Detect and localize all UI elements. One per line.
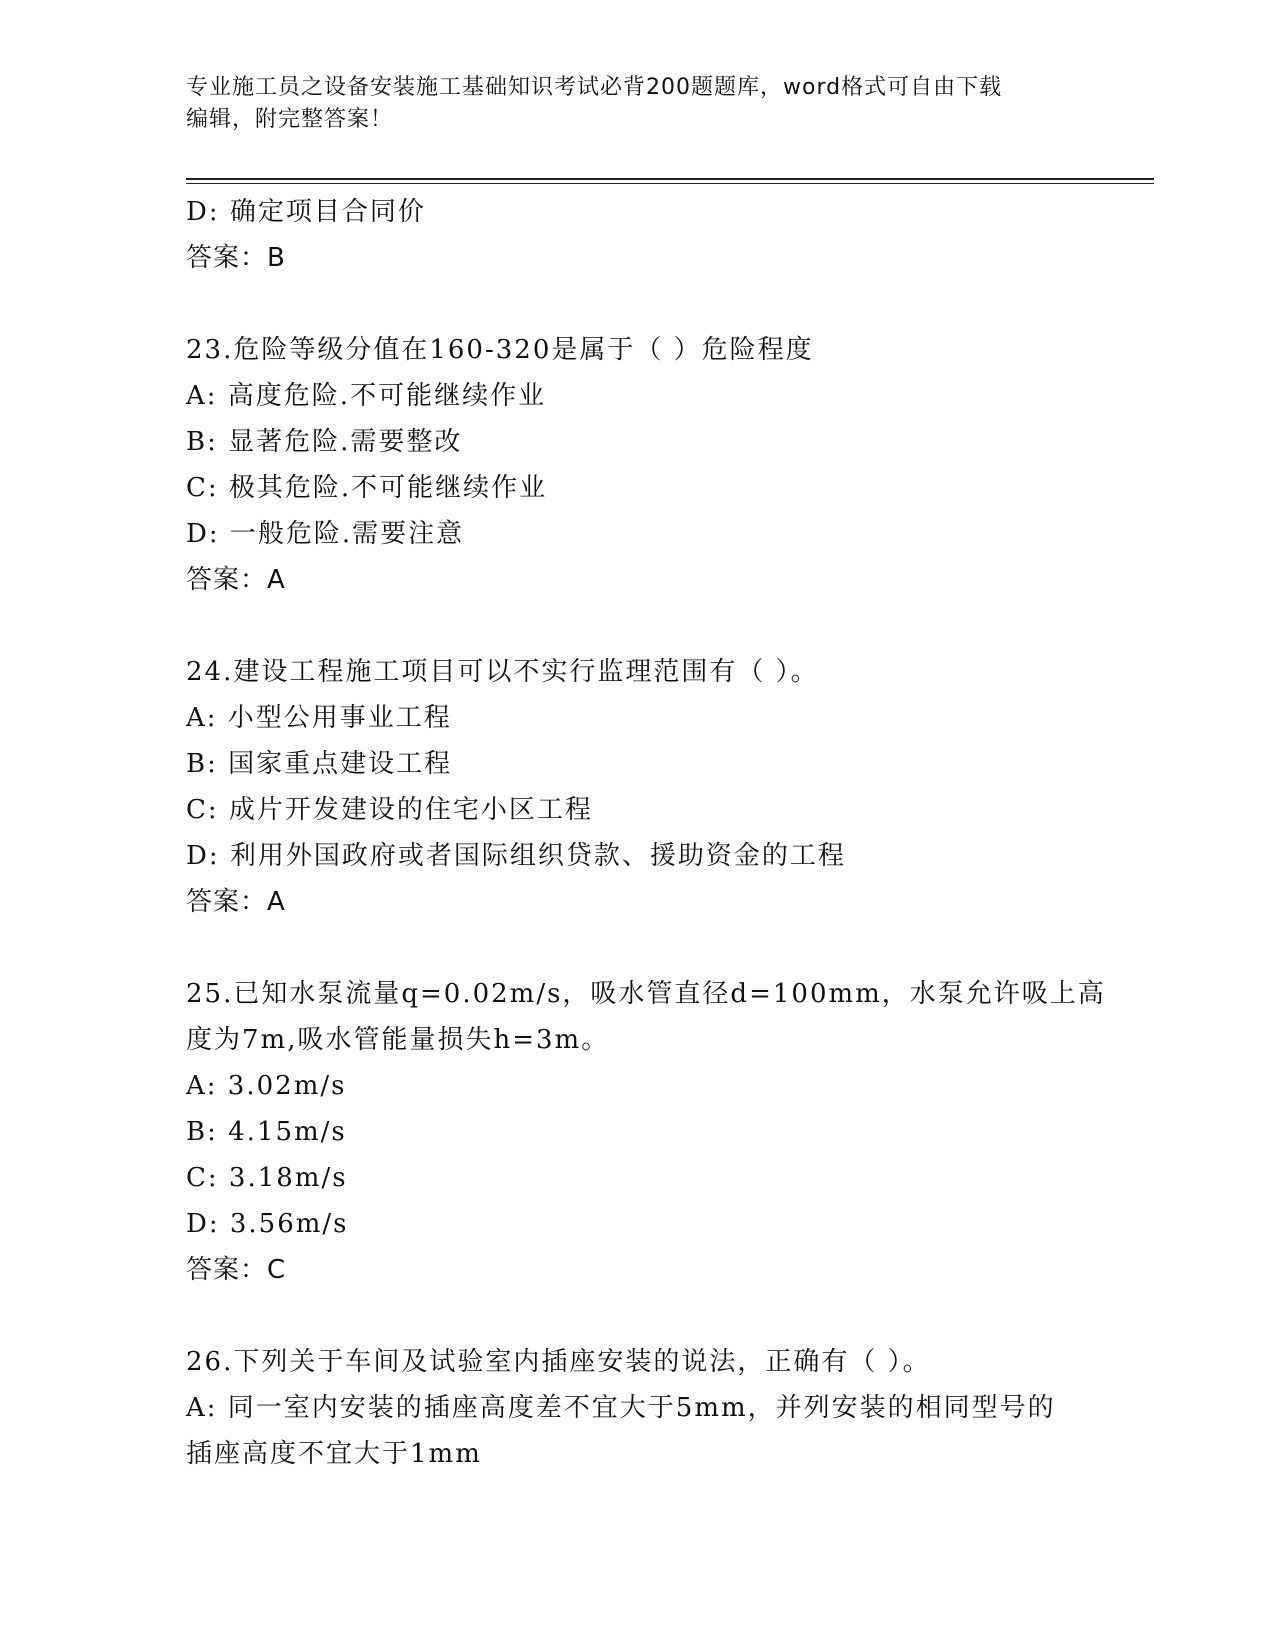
spacer bbox=[186, 281, 1086, 327]
question-block-24 bbox=[186, 649, 1086, 925]
option-d: D: 利用外国政府或者国际组织贷款、援助资金的工程 bbox=[186, 841, 846, 871]
spacer bbox=[186, 603, 1086, 649]
header-title-line-2: 编辑，附完整答案！ bbox=[186, 107, 394, 132]
spacer bbox=[186, 925, 1086, 971]
option-a: A: 高度危险.不可能继续作业 bbox=[186, 381, 547, 411]
option-c: C: 成片开发建设的住宅小区工程 bbox=[186, 795, 593, 825]
option-b: B: 显著危险.需要整改 bbox=[186, 427, 463, 457]
answer-line: 答案：A bbox=[186, 565, 286, 595]
header-divider-thin bbox=[186, 183, 1154, 184]
question-block-25 bbox=[186, 971, 1106, 1293]
question-text-line-2: 度为7m,吸水管能量损失h=3m。 bbox=[186, 1025, 610, 1055]
answer-line: 答案：A bbox=[186, 887, 286, 917]
answer-line: 答案：B bbox=[186, 243, 286, 273]
option-a-line-1: A: 同一室内安装的插座高度差不宜大于5mm，并列安装的相同型号的 bbox=[186, 1393, 1056, 1423]
option-c: C: 极其危险.不可能继续作业 bbox=[186, 473, 548, 503]
option-a: A: 小型公用事业工程 bbox=[186, 703, 452, 733]
question-text: 26.下列关于车间及试验室内插座安装的说法，正确有（ ）。 bbox=[186, 1347, 931, 1377]
header-divider-thick bbox=[186, 178, 1154, 180]
option-a-line-2: 插座高度不宜大于1mm bbox=[186, 1439, 482, 1469]
answer-line: 答案：C bbox=[186, 1255, 287, 1285]
document-header bbox=[186, 72, 1086, 136]
spacer bbox=[186, 1293, 1086, 1339]
option-d: D: 3.56m/s bbox=[186, 1209, 349, 1239]
question-list bbox=[186, 189, 1106, 1477]
option-b: B: 4.15m/s bbox=[186, 1117, 347, 1147]
option-d: D: 一般危险.需要注意 bbox=[186, 519, 465, 549]
option-d: D: 确定项目合同价 bbox=[186, 197, 426, 227]
question-block-26 bbox=[186, 1339, 1086, 1477]
option-a: A: 3.02m/s bbox=[186, 1071, 347, 1101]
question-block-22 bbox=[186, 189, 1086, 281]
question-text: 24.建设工程施工项目可以不实行监理范围有（ ）。 bbox=[186, 657, 819, 687]
header-title-line-1: 专业施工员之设备安装施工基础知识考试必背200题题库，word格式可自由下载 bbox=[186, 75, 1003, 100]
question-text-line-1: 25.已知水泵流量q=0.02m/s，吸水管直径d=100mm，水泵允许吸上高 bbox=[186, 979, 1106, 1009]
question-text: 23.危险等级分值在160-320是属于（ ）危险程度 bbox=[186, 335, 814, 365]
question-block-23 bbox=[186, 327, 1086, 603]
option-c: C: 3.18m/s bbox=[186, 1163, 348, 1193]
option-b: B: 国家重点建设工程 bbox=[186, 749, 453, 779]
